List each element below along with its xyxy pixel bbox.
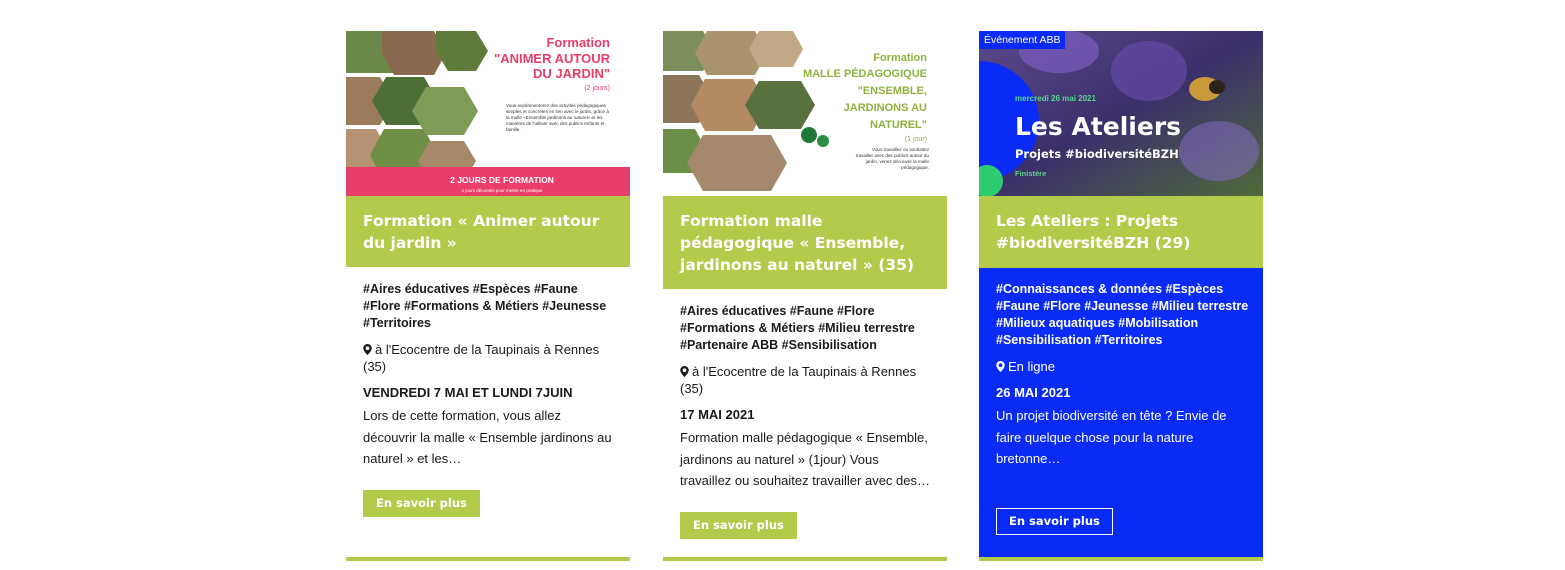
ateliers-poster: [979, 31, 1263, 196]
svg-text:2 jours décontés pour mettre e: 2 jours décontés pour mettre en pratique: [461, 188, 543, 193]
event-title-text[interactable]: Formation malle pédagogique « Ensemble, jardinons au naturel » (35): [680, 212, 915, 274]
svg-text:DU JARDIN": DU JARDIN": [533, 66, 610, 81]
event-badge: Événement ABB: [979, 31, 1065, 49]
read-more-button[interactable]: En savoir plus: [680, 512, 797, 539]
formation-poster: Formation MALLE PÉDAGOGIQUE "ENSEMBLE, JARDINONS AU NATUREL" (1 jour) Vous travaillez ou souhaitez travailler avec des publics autour du jardin, venez découvrir la malle pédagogique.: [663, 31, 947, 196]
svg-text:(1 jour): (1 jour): [904, 136, 927, 143]
event-location: [363, 341, 616, 375]
svg-text:MALLE PÉDAGOGIQUE: MALLE PÉDAGOGIQUE: [802, 68, 927, 80]
svg-text:mercredi 26 mai 2021: mercredi 26 mai 2021: [1015, 94, 1096, 103]
svg-text:Les Ateliers: Les Ateliers: [1015, 112, 1182, 141]
event-body: [680, 303, 933, 492]
svg-text:2 JOURS DE FORMATION: 2 JOURS DE FORMATION: [450, 175, 554, 185]
event-date: 26 MAI 2021: [996, 385, 1071, 400]
event-title-text[interactable]: Formation « Animer autour du jardin »: [363, 212, 600, 252]
event-location-text: à l'Ecocentre de la Taupinais à Rennes (35): [363, 342, 600, 374]
event-date: 17 MAI 2021: [680, 407, 755, 422]
event-title[interactable]: [663, 196, 947, 289]
svg-text:Formation: Formation: [873, 52, 927, 64]
event-tags[interactable]: #Connaissances & données #Espèces #Faune #Flore #Jeunesse #Milieu terrestre #Milieux aquatiques #Mobilisation #Sensibilisation #Territoires: [996, 282, 1249, 347]
event-location-text: à l'Ecocentre de la Taupinais à Rennes (35): [680, 364, 917, 396]
event-title[interactable]: [979, 196, 1263, 268]
card-divider: [346, 557, 630, 561]
event-excerpt: Un projet biodiversité en tête ? Envie de faire quelque chose pour la nature bretonne…: [996, 408, 1227, 466]
event-image[interactable]: [979, 31, 1263, 196]
event-date: VENDREDI 7 MAI ET LUNDI 7JUIN: [363, 385, 573, 400]
svg-text:Finistère: Finistère: [1015, 169, 1047, 178]
read-more-button[interactable]: En savoir plus: [996, 508, 1113, 535]
svg-text:"ANIMER AUTOUR: "ANIMER AUTOUR: [494, 51, 610, 66]
event-tags[interactable]: #Aires éducatives #Espèces #Faune #Flore #Formations & Métiers #Jeunesse #Territoires: [363, 282, 607, 330]
event-body: [363, 281, 616, 470]
event-body: [996, 281, 1249, 470]
svg-text:(2 jours): (2 jours): [584, 85, 610, 92]
card-divider: [979, 557, 1263, 561]
event-location: [996, 358, 1249, 375]
event-title-text[interactable]: Les Ateliers : Projets #biodiversitéBZH (29): [996, 212, 1191, 252]
svg-text:"ENSEMBLE,: "ENSEMBLE,: [857, 85, 927, 97]
card-divider: [663, 557, 947, 561]
event-location-text: En ligne: [1008, 359, 1055, 374]
read-more-button[interactable]: En savoir plus: [363, 490, 480, 517]
event-card: [346, 31, 630, 561]
map-pin-icon: [680, 366, 689, 377]
event-excerpt: Lors de cette formation, vous allez découvrir la malle « Ensemble jardinons au naturel » et les…: [363, 408, 612, 466]
event-image[interactable]: [663, 31, 947, 196]
event-excerpt: Formation malle pédagogique « Ensemble, jardinons au naturel » (1jour) Vous travaillez ou souhaitez travailler avec des…: [680, 430, 931, 488]
svg-text:NATUREL": NATUREL": [870, 119, 927, 131]
map-pin-icon: [363, 344, 372, 355]
event-title[interactable]: [346, 196, 630, 267]
event-location: [680, 363, 933, 397]
map-pin-icon: [996, 361, 1005, 372]
svg-text:Formation: Formation: [546, 35, 610, 50]
svg-text:JARDINONS AU: JARDINONS AU: [843, 102, 927, 114]
event-tags[interactable]: #Aires éducatives #Faune #Flore #Formations & Métiers #Milieu terrestre #Partenaire ABB #Sensibilisation: [680, 304, 915, 352]
event-image[interactable]: [346, 31, 630, 196]
event-card: [663, 31, 947, 561]
event-card: [979, 31, 1263, 557]
formation-poster: Formation "ANIMER AUTOUR DU JARDIN" (2 jours) Vous expérimenterez des activités pédagogiques simples et concrètes en lien avec le jardin, grâce à la malle «Ensemble jardinons au naturel» et les manières de l'utiliser avec des publics enfants et famille. 2 JOURS DE FORMATION 2 jours décontés pour mettre en pratique: [346, 31, 630, 196]
svg-text:Projets #biodiversitéBZH: Projets #biodiversitéBZH: [1015, 147, 1179, 161]
